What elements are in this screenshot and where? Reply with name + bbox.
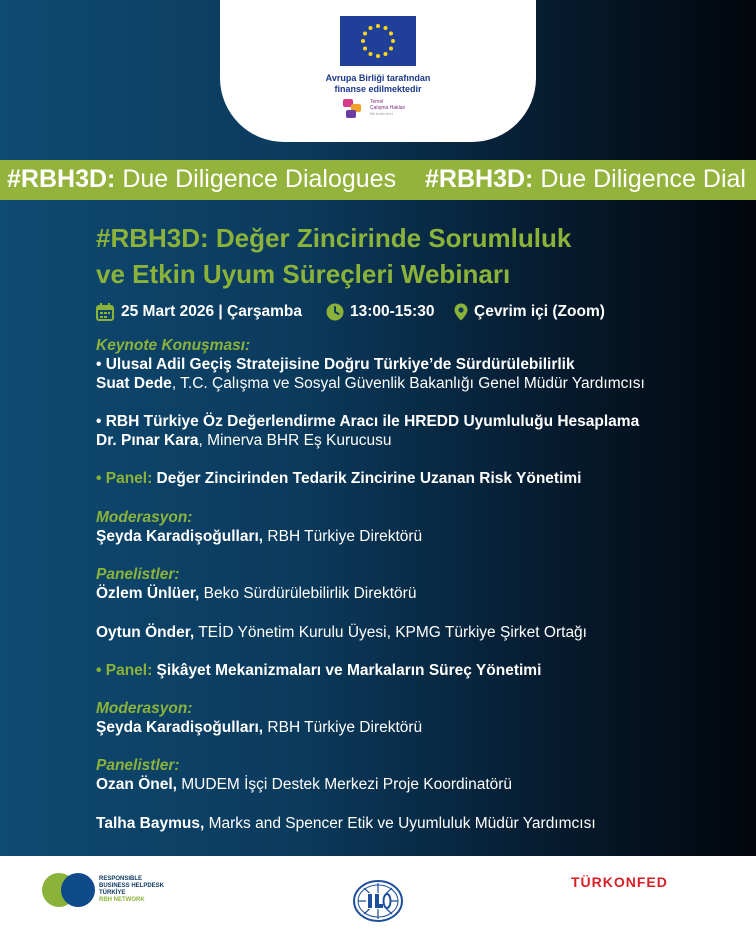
panel-1-moderator-role: RBH Türkiye Direktörü	[263, 528, 423, 545]
keynote-1-speaker	[96, 375, 645, 393]
keynote-1-name: Suat Dede	[96, 375, 172, 392]
keynote-2-role: , Minerva BHR Eş Kurucusu	[198, 432, 392, 449]
turkonfed-logo: TÜRKONFED	[571, 874, 668, 890]
band-tag-1: #RBH3D:	[7, 165, 116, 193]
panel-2-moderator	[96, 719, 422, 737]
band-text-2	[425, 165, 746, 194]
rbh-logo-icon	[42, 871, 96, 909]
panel-2-moderator-role: RBH Türkiye Direktörü	[263, 719, 423, 736]
panel-2-moderation-label: Moderasyon:	[96, 700, 193, 717]
eu-funding-line-2: finanse edilmektedir	[334, 84, 422, 94]
panel-1-panelist-1-role: Beko Sürdürülebilirlik Direktörü	[199, 585, 417, 602]
band-label-2: Due Diligence Dial	[540, 165, 746, 193]
rbh-logo-text	[99, 876, 164, 904]
hashtag-band	[0, 160, 756, 200]
eu-funding-line-1: Avrupa Birliği tarafından	[325, 73, 431, 83]
panel-1-moderator-name: Şeyda Karadişoğulları,	[96, 528, 264, 545]
partner-logos-footer	[0, 856, 756, 944]
panel-1-panelist-2-role: TEİD Yönetim Kurulu Üyesi, KPMG Türkiye Şirket Ortağı	[194, 624, 587, 641]
panel-2-prefix: • Panel:	[96, 662, 153, 679]
panel-2-panelist-1	[96, 776, 512, 794]
band-text-1	[7, 165, 396, 194]
rbh-line-1: RESPONSIBLE	[99, 876, 143, 882]
eu-flag-icon	[340, 16, 416, 66]
keynote-label: Keynote Konuşması:	[96, 337, 251, 354]
panel-2-panelist-2	[96, 815, 596, 833]
panel-1-panelist-1	[96, 585, 416, 603]
panel-2-panelist-1-role: MUDEM İşçi Destek Merkezi Proje Koordinatörü	[176, 776, 513, 793]
panel-1-moderation-label: Moderasyon:	[96, 509, 193, 526]
calendar-icon	[96, 303, 114, 321]
panel-1-panelist-1-name: Özlem Ünlüer,	[96, 585, 200, 602]
panel-1-panelists-label: Panelistler:	[96, 566, 180, 583]
panel-2-panelist-2-name: Talha Baymus,	[96, 815, 205, 832]
event-date: 25 Mart 2026 | Çarşamba	[121, 303, 302, 320]
keynote-2-name: Dr. Pınar Kara	[96, 432, 199, 449]
band-tag-2: #RBH3D:	[425, 165, 534, 193]
tch-line-3: Bir Adım İleri	[370, 111, 393, 116]
keynote-2-speaker	[96, 432, 392, 450]
panel-2-panelist-2-role: Marks and Spencer Etik ve Uyumluluk Müdür Yardımcısı	[204, 815, 596, 832]
event-title-line-1: #RBH3D: Değer Zincirinde Sorumluluk	[96, 223, 572, 253]
panel-2-moderator-name: Şeyda Karadişoğulları,	[96, 719, 264, 736]
panel-2-title-text: Şikâyet Mekanizmaları ve Markaların Süreç Yönetimi	[152, 662, 542, 679]
keynote-1-title-text: • Ulusal Adil Geçiş Stratejisine Doğru Türkiye’de Sürdürülebilirlik	[96, 356, 575, 373]
clock-icon	[326, 303, 344, 321]
rbh-line-2: BUSINESS HELPDESK	[99, 883, 165, 889]
speech-bubbles-icon	[343, 99, 363, 121]
panel-2-panelists-label: Panelistler:	[96, 757, 180, 774]
temel-calisma-haklari-logo-text	[370, 99, 430, 117]
event-time: 13:00-15:30	[350, 303, 435, 320]
rbh-line-4: RBH NETWORK	[99, 897, 145, 903]
event-title-line-2: ve Etkin Uyum Süreçleri Webinarı	[96, 259, 511, 289]
panel-1-title	[96, 470, 581, 488]
panel-1-title-text: Değer Zincirinden Tedarik Zincirine Uzanan Risk Yönetimi	[152, 470, 582, 487]
rbh-line-3: TÜRKİYE	[99, 890, 126, 896]
panel-1-prefix: • Panel:	[96, 470, 153, 487]
panel-2-panelist-1-name: Ozan Önel,	[96, 776, 177, 793]
panel-1-moderator	[96, 528, 422, 546]
panel-1-panelist-2-name: Oytun Önder,	[96, 624, 195, 641]
tch-line-2: Çalışma Hakları	[370, 105, 406, 111]
location-pin-icon	[452, 303, 470, 321]
keynote-2-title	[96, 413, 639, 431]
panel-2-title	[96, 662, 541, 680]
event-meta	[96, 302, 716, 324]
keynote-1-title	[96, 356, 575, 374]
event-location: Çevrim içi (Zoom)	[474, 303, 605, 320]
ilo-emblem-icon	[352, 879, 404, 923]
tch-line-1: Temel	[370, 99, 384, 105]
keynote-2-title-text: • RBH Türkiye Öz Değerlendirme Aracı ile HREDD Uyumluluğu Hesaplama	[96, 413, 640, 430]
panel-1-panelist-2	[96, 624, 587, 642]
band-label-1: Due Diligence Dialogues	[122, 165, 397, 193]
keynote-1-role: , T.C. Çalışma ve Sosyal Güvenlik Bakanlığı Genel Müdür Yardımcısı	[171, 375, 645, 392]
